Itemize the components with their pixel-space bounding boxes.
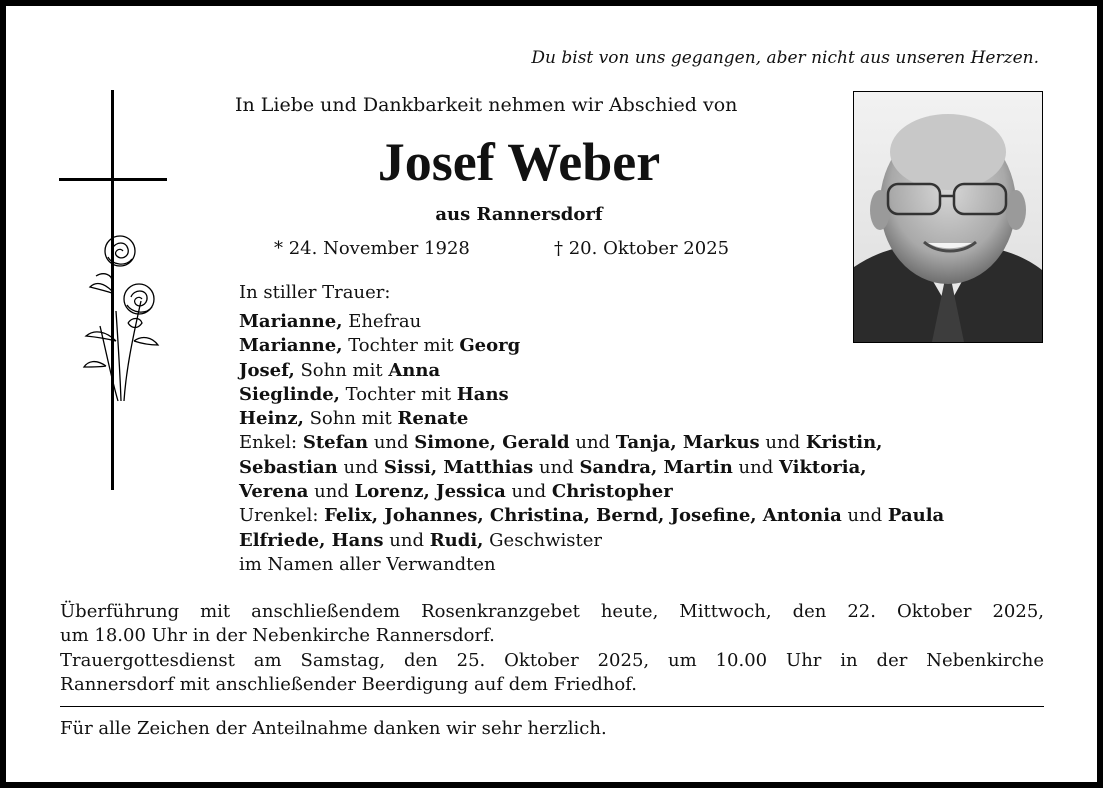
mourner-name: Marianne,: [239, 311, 343, 332]
mourner-name: Verena: [239, 481, 309, 503]
mourner-name: Simone, Gerald: [414, 432, 570, 454]
mourner-text: und: [308, 481, 355, 503]
mourner-name: Sebastian: [239, 456, 338, 478]
mourner-name: Sieglinde,: [239, 383, 340, 405]
mourner-name: Renate: [397, 408, 469, 430]
mourner-text: und: [533, 456, 580, 478]
mourner-text: Geschwister: [483, 529, 603, 551]
deceased-origin: aus Rannersdorf: [435, 204, 603, 225]
mourner-name: Viktoria,: [778, 456, 867, 478]
portrait-image: [854, 92, 1042, 342]
death-date: † 20. Oktober 2025: [554, 238, 730, 259]
mourner-name: Sissi, Matthias: [383, 456, 534, 478]
mourner-row: [239, 310, 944, 334]
mourner-text: Tochter mit: [339, 383, 457, 405]
mourner-row: [239, 553, 944, 577]
cross-bar: [59, 178, 167, 181]
birth-date: * 24. November 1928: [274, 238, 470, 259]
mourner-name: Kristin,: [805, 432, 883, 454]
mourner-row: [239, 529, 944, 553]
mourner-name: Paula: [887, 505, 945, 527]
mourner-row: [239, 383, 944, 407]
divider: [60, 706, 1044, 707]
mourner-text: und: [569, 432, 616, 454]
thanks-line: Für alle Zeichen der Anteilnahme danken wir sehr herzlich.: [60, 718, 607, 739]
mourner-name: Marianne,: [239, 335, 343, 357]
mourner-text: im Namen aller Verwandten: [239, 553, 496, 575]
mourner-text: Urenkel:: [239, 505, 325, 527]
mourner-name: Hans: [456, 383, 509, 405]
mourner-text: und: [337, 456, 384, 478]
mourner-name: Rudi,: [429, 529, 484, 551]
motto: Du bist von uns gegangen, aber nicht aus unseren Herzen.: [531, 48, 1039, 68]
mourner-row: [239, 456, 944, 480]
mourner-text: Sohn mit: [294, 359, 389, 381]
mourner-text: und: [841, 505, 888, 527]
mourner-name: Tanja, Markus: [615, 432, 760, 454]
mourner-text: Sohn mit: [303, 408, 398, 430]
roses-icon: [76, 231, 166, 406]
mourner-text: und: [732, 456, 779, 478]
mourners-list: [239, 310, 944, 577]
notice-line: Trauergottesdienst am Samstag, den 25. Oktober 2025, um 10.00 Uhr in der Nebenkirche: [60, 649, 1044, 671]
mourner-row: [239, 504, 944, 528]
mourner-row: [239, 334, 944, 358]
mourner-text: Tochter mit: [342, 335, 460, 357]
mourner-name: Elfriede, Hans: [239, 529, 384, 551]
mourner-text: und: [383, 529, 430, 551]
mourner-name: Christopher: [551, 481, 673, 503]
mourner-row: [239, 359, 944, 383]
mourner-row: [239, 480, 944, 504]
mourner-row: [239, 407, 944, 431]
mourner-text: und: [759, 432, 806, 454]
mourner-name: Anna: [388, 359, 441, 381]
intro-line: In Liebe und Dankbarkeit nehmen wir Abschied von: [235, 94, 738, 116]
mourner-name: Felix, Johannes, Christina, Bernd, Josefine, Antonia: [324, 505, 842, 527]
deceased-name: Josef Weber: [377, 132, 661, 192]
mourner-text: und: [505, 481, 552, 503]
mourner-name: Lorenz, Jessica: [354, 481, 506, 503]
mourner-row: [239, 431, 944, 455]
mourner-text: und: [368, 432, 415, 454]
mourner-text: Ehefrau: [342, 311, 422, 332]
portrait-photo: [853, 91, 1043, 343]
mourners-heading: In stiller Trauer:: [239, 282, 391, 303]
notice-line: Rannersdorf mit anschließender Beerdigung auf dem Friedhof.: [60, 674, 637, 696]
service-notice: [60, 600, 1044, 698]
notice-line: Überführung mit anschließendem Rosenkranzgebet heute, Mittwoch, den 22. Oktober 2025,: [60, 601, 1044, 622]
mourner-name: Heinz,: [239, 408, 304, 430]
mourner-name: Stefan: [302, 432, 369, 454]
mourner-name: Sandra, Martin: [579, 456, 733, 478]
mourner-name: Georg: [459, 335, 521, 357]
mourner-text: Enkel:: [239, 432, 303, 454]
notice-line: um 18.00 Uhr in der Nebenkirche Rannersdorf.: [60, 625, 495, 647]
mourner-name: Josef,: [239, 359, 295, 381]
